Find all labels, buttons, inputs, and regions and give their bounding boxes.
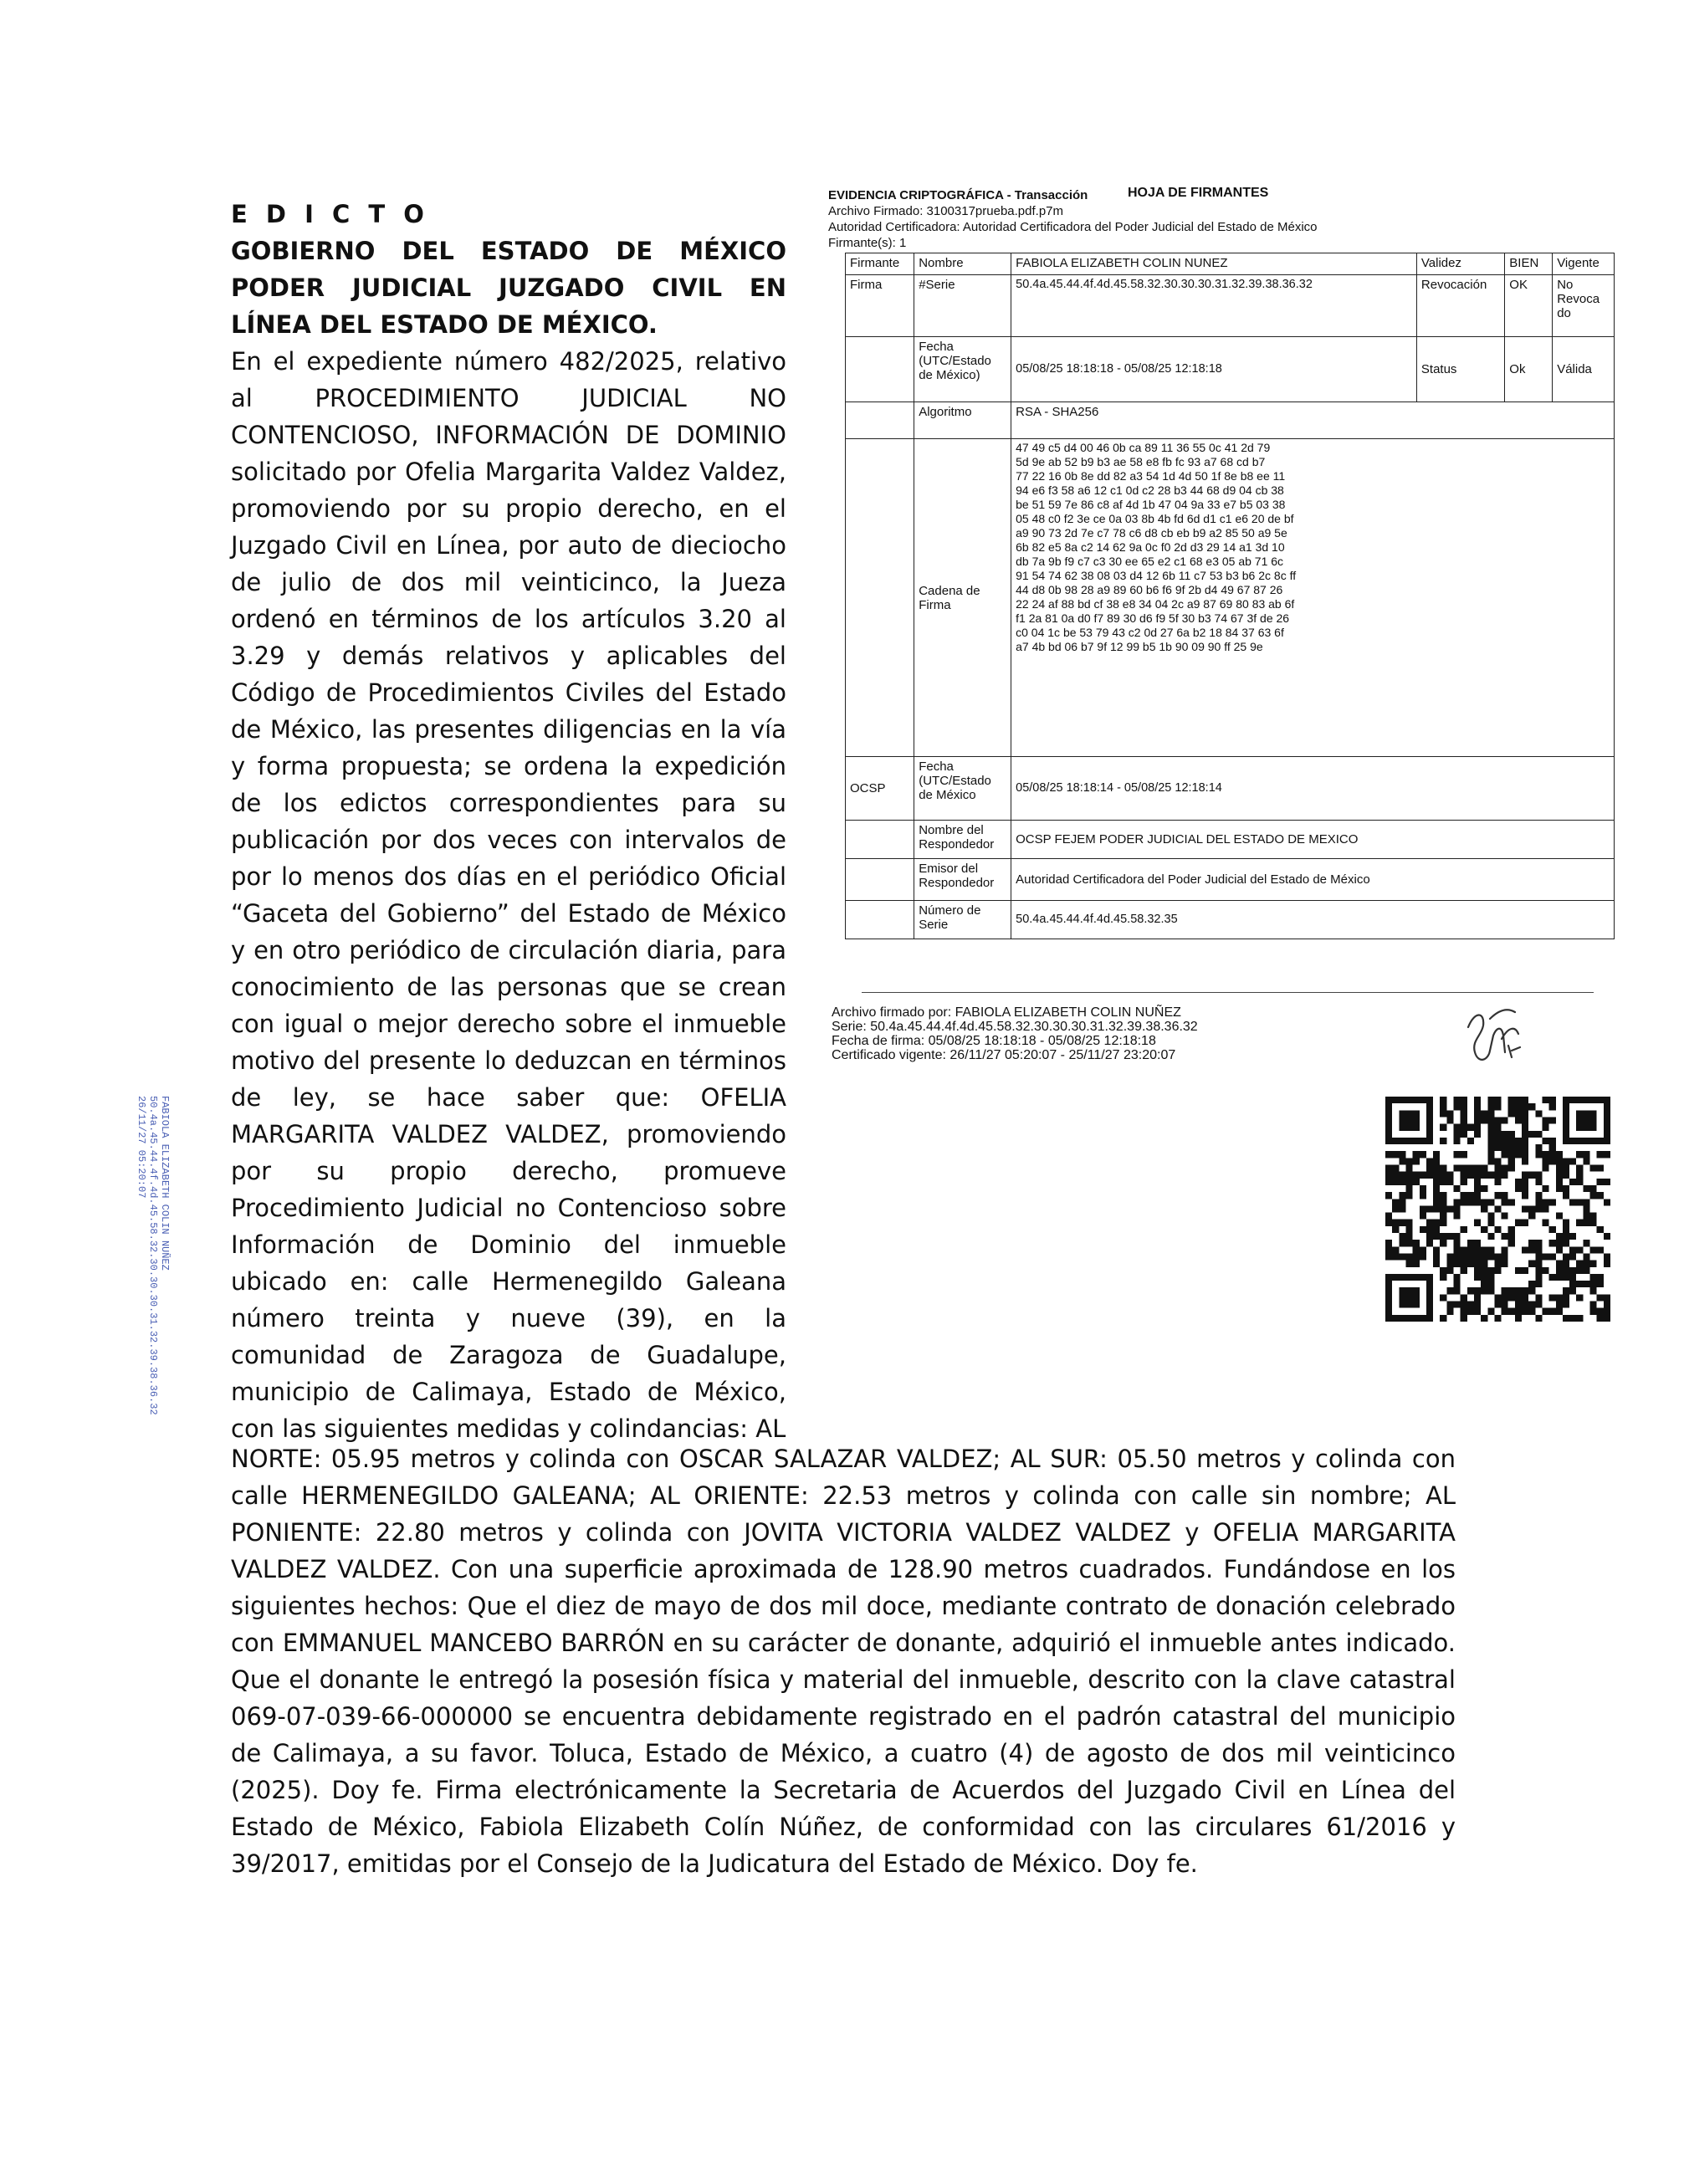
qr-code-icon — [1385, 1097, 1610, 1322]
signers-table — [845, 253, 1615, 939]
evidence-header — [828, 187, 1631, 251]
cell-cadena-label: Cadena de Firma — [914, 439, 1011, 757]
cell-ocsp-fecha-label: Fecha (UTC/Estado de México — [914, 757, 1011, 821]
cell-empty — [846, 821, 914, 859]
cell-validez-value: BIEN — [1505, 253, 1553, 275]
cell-validez-label: Validez — [1416, 253, 1504, 275]
cell-valida: Válida — [1553, 337, 1615, 402]
separator-line — [862, 992, 1594, 993]
cell-vigente: Vigente — [1553, 253, 1615, 275]
cell-empty — [846, 439, 914, 757]
table-row — [846, 337, 1615, 402]
table-row — [846, 901, 1615, 939]
cell-revocacion-value: OK — [1505, 275, 1553, 337]
cell-ocsp-value: 05/08/25 18:18:14 - 05/08/25 12:18:14 — [1011, 757, 1615, 821]
cell-firmante-label: Firmante — [846, 253, 914, 275]
cell-responder-label: Nombre del Respondedor — [914, 821, 1011, 859]
signed-by-certificate: Certificado vigente: 26/11/27 05:20:07 - 25/11/27 23:20:07 — [832, 1048, 1176, 1062]
cell-nombre-value: FABIOLA ELIZABETH COLIN NUNEZ — [1011, 253, 1417, 275]
edicto-body-text: En el expediente número 482/2025, relativo al PROCEDIMIENTO JUDICIAL NO CONTENCIOSO, INFORMACIÓN DE DOMINIO solicitado por Ofelia Margarita Valdez Valdez, promoviendo por su propio derecho, en el Juzgado Civil en Línea, por auto de dieciocho de julio de dos mil veinticinco, la Jueza ordenó en términos de los artículos 3.20 al 3.29 y demás relativos y aplicables del Código de Procedimientos Civiles del Estado de México, las presentes diligencias en la vía y forma propuesta; se ordena la expedición de los edictos correspondientes para su publicación por dos veces con intervalos de por lo menos dos días en el periódico Oficial “Gaceta del Gobierno” del Estado de México y en otro periódico de circulación diaria, para conocimiento de las personas que se crean con igual o mejor derecho sobre el inmueble motivo del presente lo deduzcan en términos de ley, se hace saber que: OFELIA MARGARITA VALDEZ VALDEZ, promoviendo por su propio derecho, promueve Procedimiento Judicial no Contencioso sobre Información de Dominio del inmueble ubicado en: calle Hermenegildo Galeana número treinta y nueve (39), en la comunidad de Zaragoza de Guadalupe, municipio de Calimaya, Estado de México, con las siguientes medidas y colindancias: AL — [231, 347, 786, 1443]
cell-emisor-label: Emisor del Respondedor — [914, 859, 1011, 901]
signers-count: Firmante(s): 1 — [828, 236, 907, 250]
cell-empty — [846, 859, 914, 901]
table-row — [846, 439, 1615, 757]
cell-serie-label: #Serie — [914, 275, 1011, 337]
table-row — [846, 275, 1615, 337]
cell-serie-value: 50.4a.45.44.4f.4d.45.58.32.30.30.30.31.32.39.38.36.32 — [1011, 275, 1417, 337]
table-row — [846, 757, 1615, 821]
stamp-line-name: FABIOLA ELIZABETH COLIN NUÑEZ — [159, 1096, 171, 1271]
signed-by-date: Fecha de firma: 05/08/25 18:18:18 - 05/08/25 12:18:18 — [832, 1034, 1156, 1048]
signed-file: Archivo Firmado: 3100317prueba.pdf.p7m — [828, 204, 1064, 218]
stamp-line-date: 26/11/27 05:20:07 — [136, 1096, 147, 1199]
cryptographic-evidence-panel — [828, 187, 1631, 939]
court-heading: GOBIERNO DEL ESTADO DE MÉXICO PODER JUDICIAL JUZGADO CIVIL EN LÍNEA DEL ESTADO DE MÉXICO. — [231, 237, 786, 339]
signed-by-serial: Serie: 50.4a.45.44.4f.4d.45.58.32.30.30.30.31.32.39.38.36.32 — [832, 1020, 1198, 1034]
cell-algoritmo-label: Algoritmo — [914, 402, 1011, 439]
cell-ocsp-label: OCSP — [846, 757, 914, 821]
signed-by-name: Archivo firmado por: FABIOLA ELIZABETH COLIN NUÑEZ — [832, 1005, 1181, 1020]
stamp-line-serial: 50.4a.45.44.4f.4d.45.58.32.30.30.30.31.32.39.38.36.32 — [147, 1096, 159, 1415]
table-row — [846, 859, 1615, 901]
cell-revocacion-label: Revocación — [1416, 275, 1504, 337]
cell-status-label: Status — [1416, 337, 1504, 402]
cell-fecha-value: 05/08/25 18:18:18 - 05/08/25 12:18:18 — [1011, 337, 1417, 402]
signed-by-block — [832, 1005, 1198, 1062]
table-row — [846, 821, 1615, 859]
cell-status-value: Ok — [1505, 337, 1553, 402]
table-row — [846, 253, 1615, 275]
handwritten-signature-icon — [1460, 1002, 1527, 1077]
cell-responder-value: OCSP FEJEM PODER JUDICIAL DEL ESTADO DE MEXICO — [1011, 821, 1615, 859]
cell-empty — [846, 402, 914, 439]
edicto-left-column — [231, 196, 786, 1447]
cell-numero-value: 50.4a.45.44.4f.4d.45.58.32.35 — [1011, 901, 1615, 939]
cell-fecha-label: Fecha (UTC/Estado de México) — [914, 337, 1011, 402]
vertical-signature-stamp — [122, 1096, 172, 1447]
edicto-continued-text: NORTE: 05.95 metros y colinda con OSCAR SALAZAR VALDEZ; AL SUR: 05.50 metros y colinda con calle HERMENEGILDO GALEANA; AL ORIENTE: 22.53 metros y colinda con calle sin nombre; AL PONIENTE: 22.80 metros y colinda con JOVITA VICTORIA VALDEZ VALDEZ y OFELIA MARGARITA VALDEZ VALDEZ. Con una superficie aproximada de 128.90 metros cuadrados. Fundándose en los siguientes hechos: Que el diez de mayo de dos mil doce, mediante contrato de donación celebrado con EMMANUEL MANCEBO BARRÓN en su carácter de donante, adquirió el inmueble antes indicado. Que el donante le entregó la posesión física y material del inmueble, descrito con la clave catastral 069-07-039-66-000000 se encuentra debidamente registrado en el padrón catastral del municipio de Calimaya, a su favor. Toluca, Estado de México, a cuatro (4) de agosto de dos mil veinticinco (2025). Doy fe. Firma electrónicamente la Secretaria de Acuerdos del Juzgado Civil en Línea del Estado de México, Fabiola Elizabeth Colín Núñez, de conformidad con las circulares 61/2016 y 39/2017, emitidas por el Consejo de la Judicatura del Estado de México. Doy fe. — [231, 1445, 1456, 1878]
cell-nombre-label: Nombre — [914, 253, 1011, 275]
cell-emisor-value: Autoridad Certificadora del Poder Judicial del Estado de México — [1011, 859, 1615, 901]
cell-cadena-value: 47 49 c5 d4 00 46 0b ca 89 11 36 55 0c 41 2d 79 5d 9e ab 52 b9 b3 ae 58 e8 fb fc 93 a7 68 cd b7 77 22 16 0b 8e dd 82 a3 54 1d 4d 50 1f 8e b8 ee 11 94 e6 f3 58 a6 12 c1 0d c2 28 b3 44 68 d9 04 cb 38 be 51 59 7e 86 c8 af 4d 1b 47 04 9a 33 e7 b5 03 38 05 48 c0 f2 3e ce 0a 03 8b 4b fd 6d d1 c1 e6 20 de bf a9 90 73 2d 7e c7 78 c6 d8 cb eb b9 a2 85 50 a9 5e 6b 82 e5 8a c2 14 62 9a 0c f0 2d d3 29 14 a1 3d 10 db 7a 9b f9 c7 c3 30 ee 65 e2 c1 68 e3 05 ab 71 6c 91 54 74 62 38 08 03 d4 12 6b 11 c7 53 b3 b6 2c 8c ff 44 d8 0b 98 28 a9 89 60 b6 f6 9f 2b d4 49 67 87 26 22 24 af 88 bd cf 38 e8 34 04 2c a9 87 69 80 83 ab 6f f1 2a 81 0a d0 f7 89 30 d6 f9 5f 30 b3 74 67 3f de 26 c0 04 1c be 53 79 43 c2 0d 27 6a b2 18 84 37 63 6f a7 4b bd 06 b7 9f 12 99 b5 1b 90 09 90 ff 25 9e — [1011, 439, 1615, 757]
cell-firma-label: Firma — [846, 275, 914, 337]
cell-no-revocado: No Revoca do — [1553, 275, 1615, 337]
cell-empty — [846, 901, 914, 939]
cell-empty — [846, 337, 914, 402]
certifying-authority: Autoridad Certificadora: Autoridad Certificadora del Poder Judicial del Estado de México — [828, 220, 1318, 234]
edicto-heading: E D I C T O — [231, 200, 429, 228]
evidence-title: EVIDENCIA CRIPTOGRÁFICA - Transacción — [828, 188, 1088, 202]
cell-numero-label: Número de Serie — [914, 901, 1011, 939]
table-row — [846, 402, 1615, 439]
signers-sheet-title: HOJA DE FIRMANTES — [1128, 186, 1269, 200]
cell-algoritmo-value: RSA - SHA256 — [1011, 402, 1615, 439]
